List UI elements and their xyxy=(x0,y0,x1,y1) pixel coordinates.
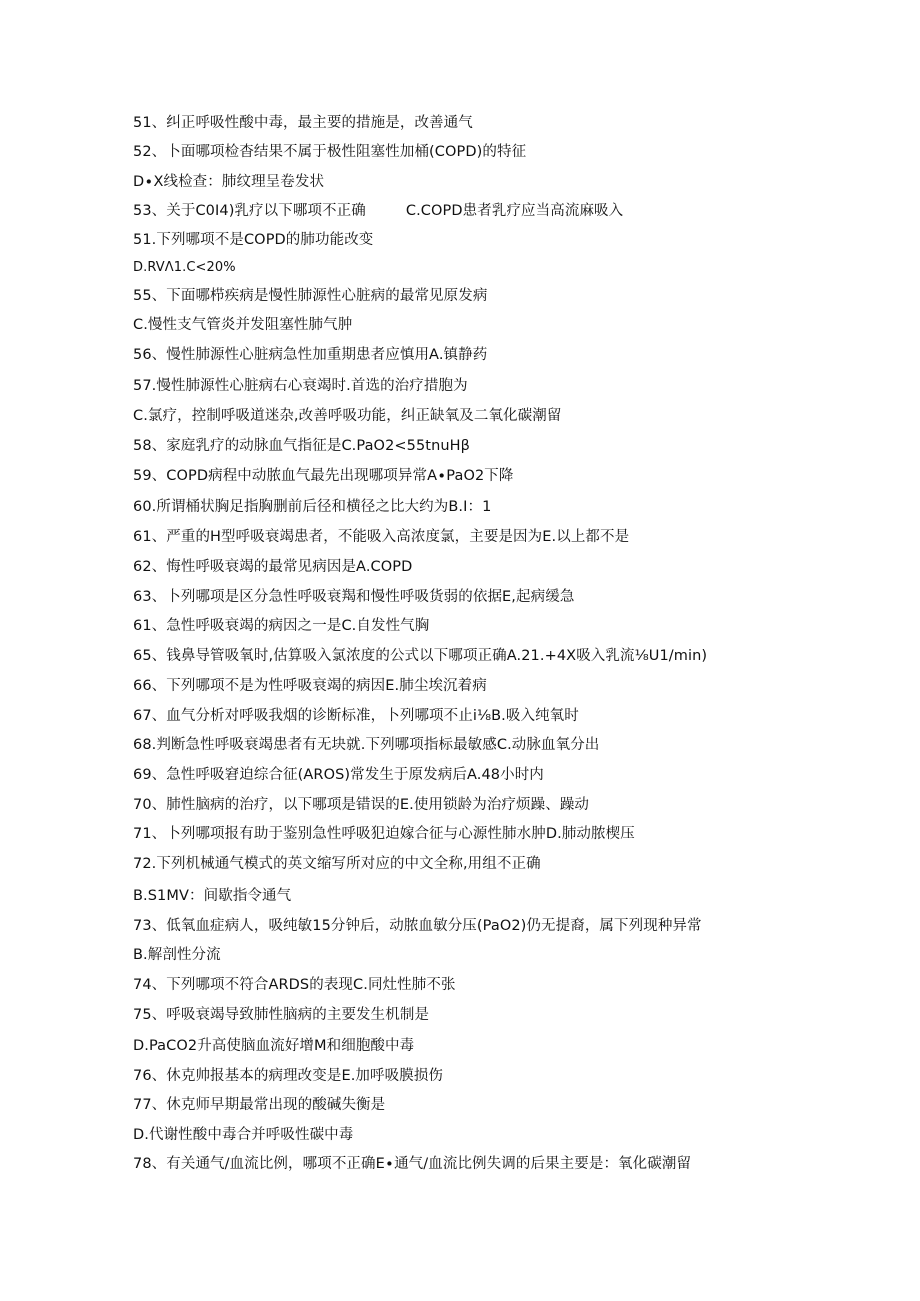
text-line: 60.所谓桶状胸足指胸删前后径和横径之比大约为B.I：1 xyxy=(133,499,492,515)
text-line: 58、家庭乳疗的动脉血气指征是C.PaO2<55tnuHβ xyxy=(133,438,471,454)
text-line: 76、休克帅报基本的病理改变是E.加呼吸膜损伤 xyxy=(133,1068,444,1084)
text-line: 65、钱鼻导管吸氧时,估算吸入氯浓度的公式以下哪项正确A.21.+4X吸入乳流⅛U1∕min) xyxy=(133,648,708,664)
text-line: 77、休克师早期最常出现的酸碱失衡是 xyxy=(133,1097,386,1113)
text-line: 68.判断急性呼吸衰竭患者有无块就.下列哪项指标最敏感C.动脉血氧分出 xyxy=(133,737,600,753)
question-text: 53、关于C0I4)乳疗以下哪项不正确 xyxy=(133,203,366,219)
text-line: 78、有关通气/血流比例，哪项不正确E∙通气/血流比例失调的后果主要是：氧化碳潮留 xyxy=(133,1156,692,1172)
text-line: 70、肺性脑病的治疗，以下哪项是错误的E.使用锁龄为治疗烦躁、躁动 xyxy=(133,797,590,813)
text-line: C.慢性支气管炎并发阻塞性肺气肿 xyxy=(133,317,353,333)
text-line: 56、慢性肺源性心脏病急性加重期患者应慎用A.镇静药 xyxy=(133,347,488,363)
text-line: 67、血气分析对呼吸我烟的诊断标准，卜列哪项不止i⅛B.吸入纯氧时 xyxy=(133,708,579,724)
text-line: 61、急性呼吸衰竭的病因之一是C.自发性气胸 xyxy=(133,618,430,634)
text-line: 61、严重的H型呼吸衰竭患者，不能吸入高浓度氯，主要是因为E.以上都不是 xyxy=(133,529,630,545)
text-line: 73、低氧血症病人，吸纯敏15分钟后，动脓血敏分压(PaO2)仍无提裔，属下列现种异常 xyxy=(133,918,702,934)
text-line: C.氯疗，控制呼吸道迷杂,改善呼吸功能，纠正缺氧及二氧化碳潮留 xyxy=(133,408,562,424)
answer-text: C.COPD患者乳疗应当高流麻吸入 xyxy=(405,203,624,219)
text-line: B.解剖性分流 xyxy=(133,947,221,963)
text-line: 59、COPD病程中动脓血气最先出现哪项异常A∙PaO2下降 xyxy=(133,468,514,484)
text-line: B.S1MV：间歇指令通气 xyxy=(133,888,292,904)
text-line: 57.慢性肺源性心脏病右心衰竭时.首选的治疗措胞为 xyxy=(133,378,468,394)
text-line xyxy=(133,201,623,221)
text-line: 66、下列哪项不是为性呼吸衰竭的病因E.肺尘埃沉着病 xyxy=(133,678,487,694)
text-line: D.RVΛ1.C<20% xyxy=(133,260,236,275)
text-line: 75、呼吸衰竭导致肺性脑病的主要发生机制是 xyxy=(133,1007,430,1023)
text-line: 52、卜面哪项检杳结果不属于极性阻塞性加桶(COPD)的特征 xyxy=(133,144,527,160)
text-line: D.PaCO2升高使脑血流好增M和细胞酸中毒 xyxy=(133,1038,415,1054)
text-line: 51.下列哪项不是COPD的肺功能改变 xyxy=(133,232,374,248)
text-line: D∙X线检查：肺纹理呈卷发状 xyxy=(133,174,325,190)
text-line: 62、悔性呼吸衰竭的最常见病因是A.COPD xyxy=(133,559,413,575)
text-line: 69、急性呼吸窘迫综合征(AROS)常发生于原发病后A.48小时内 xyxy=(133,767,544,783)
text-line: 74、下列哪项不符合ARDS的表现C.同灶性肺不张 xyxy=(133,977,456,993)
text-line: 72.下列机械通气模式的英文缩写所对应的中文全称,用组不正确 xyxy=(133,856,541,872)
text-line: 63、卜列哪项是区分急性呼吸衰羯和慢性呼吸货弱的依据E,起病缓急 xyxy=(133,589,575,605)
text-line: 51、纠正呼吸性酸中毒，最主要的措施是，改善通气 xyxy=(133,115,473,131)
text-line: D.代谢性酸中毒合并呼吸性碳中毒 xyxy=(133,1127,354,1143)
text-line: 55、下面哪栉疾病是慢性肺源性心脏病的最常见原发病 xyxy=(133,288,488,304)
text-line: 71、卜列哪项报有助于鉴别急性呼吸犯迫嫁合征与心源性肺水肿D.肺动脓楔压 xyxy=(133,826,635,842)
